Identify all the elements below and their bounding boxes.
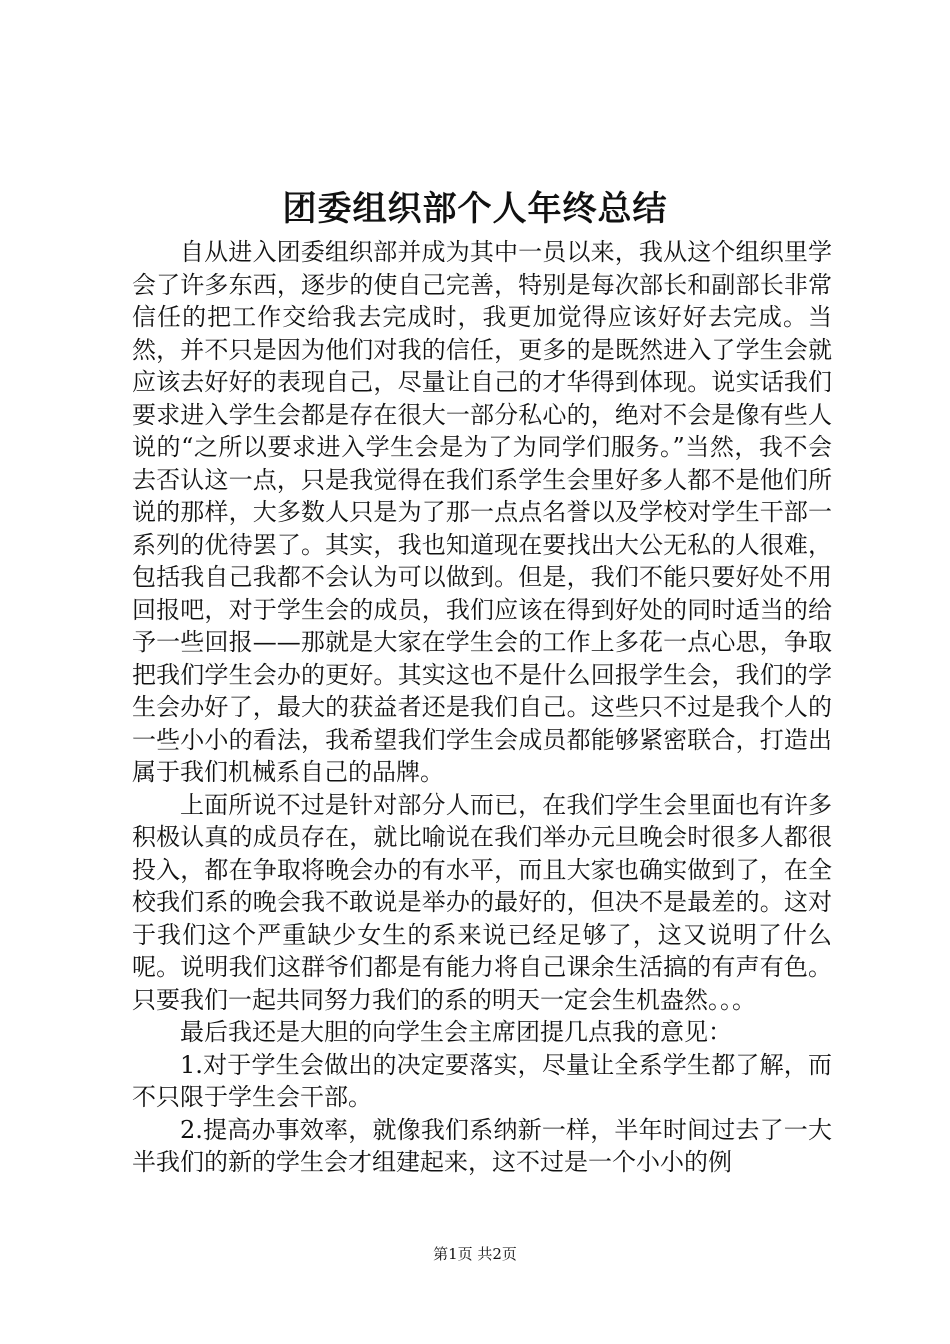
paragraph-suggestion-2: 2.提高办事效率，就像我们系纳新一样，半年时间过去了一大半我们的新的学生会才组建起来，这不过是一个小小的例 [132, 1115, 832, 1176]
document-body [132, 236, 832, 1179]
page-footer: 第1页 共2页 [433, 1245, 517, 1263]
document-title: 团委组织部个人年终总结 [282, 189, 668, 229]
paragraph-suggestions-intro: 最后我还是大胆的向学生会主席团提几点我的意见： [180, 1018, 732, 1046]
paragraph-second: 上面所说不过是针对部分人而已，在我们学生会里面也有许多积极认真的成员存在，就比喻说在我们举办元旦晚会时很多人都很投入，都在争取将晚会办的有水平，而且大家也确实做到了，在全校我们系的晚会我不敢说是举办的最好的，但决不是最差的。这对于我们这个严重缺少女生的系来说已经足够了，这又说明了什么呢。说明我们这群爷们都是有能力将自己课余生活搞的有声有色。只要我们一起共同努力我们的系的明天一定会生机盎然。。。 [132, 790, 832, 1014]
paragraph-suggestion-1: 1.对于学生会做出的决定要落实，尽量让全系学生都了解，而不只限于学生会干部。 [132, 1050, 832, 1111]
paragraph-intro: 自从进入团委组织部并成为其中一员以来，我从这个组织里学会了许多东西，逐步的使自己完善，特别是每次部长和副部长非常信任的把工作交给我去完成时，我更加觉得应该好好去完成。当然，并不只是因为他们对我的信任，更多的是既然进入了学生会就应该去好好的表现自己，尽量让自己的才华得到体现。说实话我们要求进入学生会都是存在很大一部分私心的，绝对不会是像有些人说的“之所以要求进入学生会是为了为同学们服务。”当然，我不会去否认这一点，只是我觉得在我们系学生会里好多人都不是他们所说的那样，大多数人只是为了那一点点名誉以及学校对学生干部一系列的优待罢了。其实，我也知道现在要找出大公无私的人很难，包括我自己我都不会认为可以做到。但是，我们不能只要好处不用回报吧，对于学生会的成员，我们应该在得到好处的同时适当的给予一些回报——那就是大家在学生会的工作上多花一点心思，争取把我们学生会办的更好。其实这也不是什么回报学生会，我们的学生会办好了，最大的获益者还是我们自己。这些只不过是我个人的一些小小的看法，我希望我们学生会成员都能够紧密联合，打造出属于我们机械系自己的品牌。 [132, 238, 832, 786]
